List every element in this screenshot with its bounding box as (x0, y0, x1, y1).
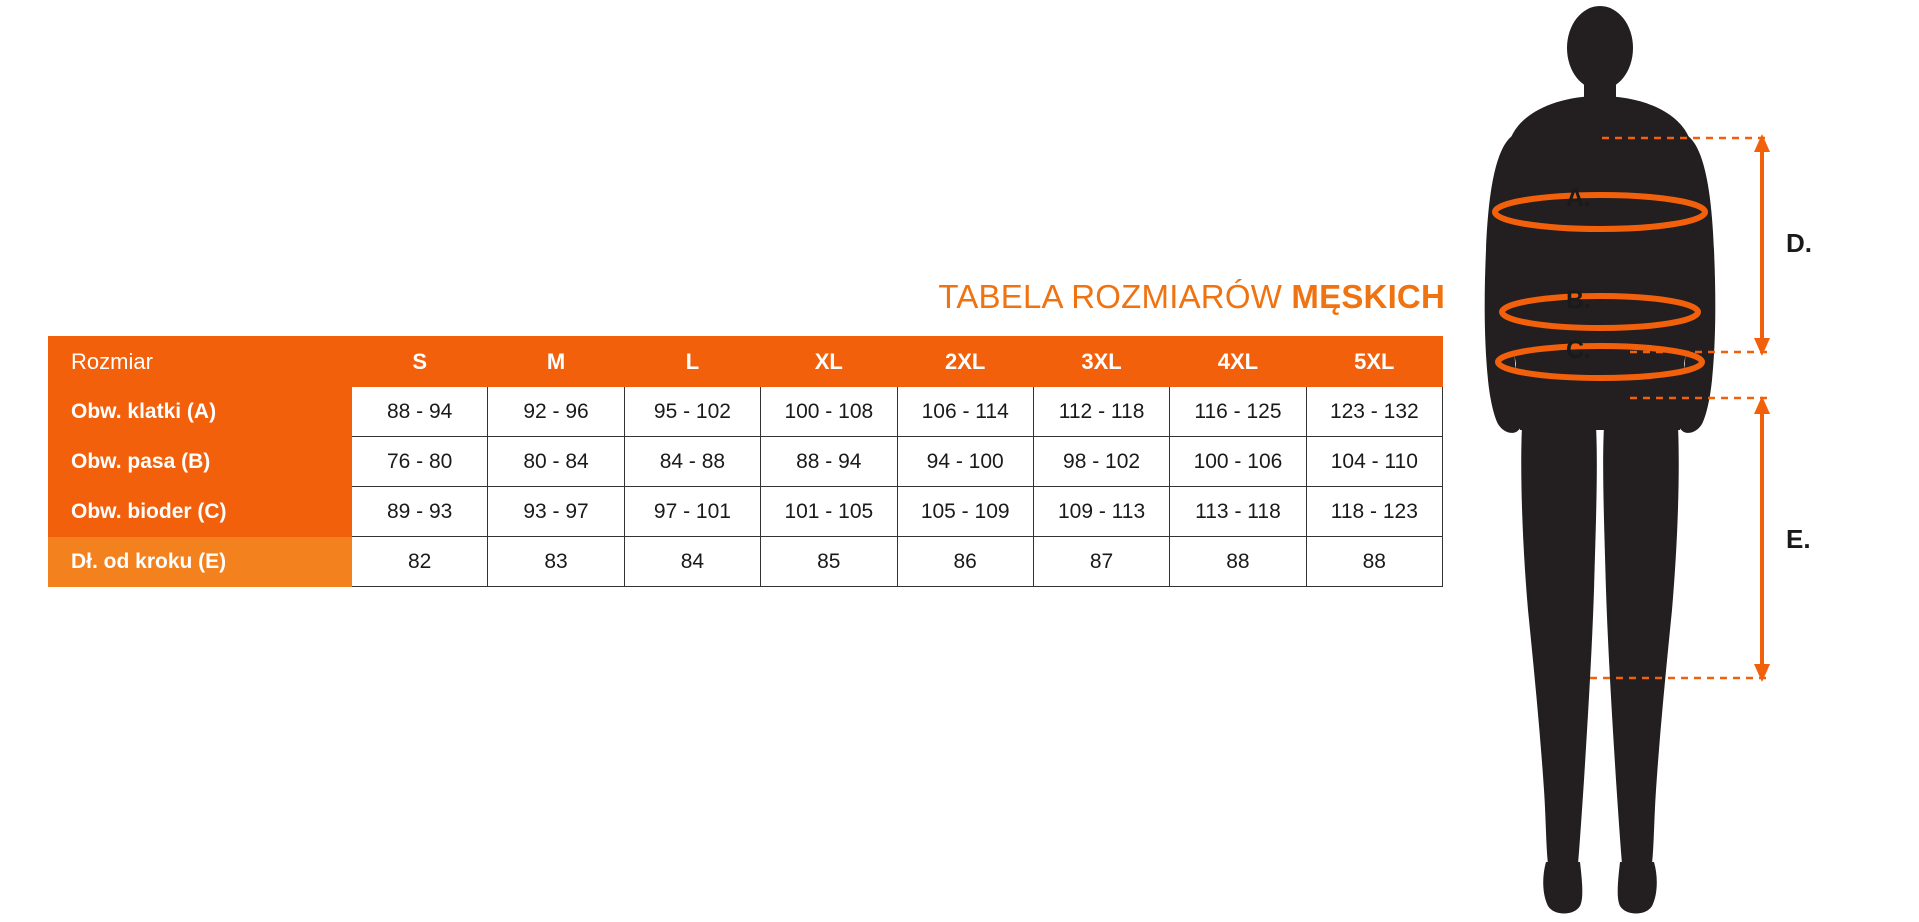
cell-inseam-l: 84 (624, 537, 760, 587)
table-row (49, 387, 1443, 437)
cell-waist-xl: 88 - 94 (761, 437, 897, 487)
size-column-header-s: S (352, 337, 488, 387)
row-label-waist: Obw. pasa (B) (49, 437, 352, 487)
cell-waist-l: 84 - 88 (624, 437, 760, 487)
cell-waist-m: 80 - 84 (488, 437, 624, 487)
size-table-body (49, 387, 1443, 587)
cell-inseam-2xl: 86 (897, 537, 1033, 587)
cell-chest-5xl: 123 - 132 (1306, 387, 1442, 437)
cell-hips-l: 97 - 101 (624, 487, 760, 537)
table-row (49, 487, 1443, 537)
cell-hips-4xl: 113 - 118 (1170, 487, 1306, 537)
row-label-inseam: Dł. od kroku (E) (49, 537, 352, 587)
dimension-arrow-e (1754, 396, 1770, 682)
cell-waist-5xl: 104 - 110 (1306, 437, 1442, 487)
table-row (49, 537, 1443, 587)
cell-inseam-4xl: 88 (1170, 537, 1306, 587)
cell-hips-3xl: 109 - 113 (1033, 487, 1169, 537)
label-chest-a: A. (1566, 184, 1591, 212)
table-corner-label: Rozmiar (49, 337, 352, 387)
label-inseam-e: E. (1786, 524, 1811, 554)
cell-waist-2xl: 94 - 100 (897, 437, 1033, 487)
cell-waist-3xl: 98 - 102 (1033, 437, 1169, 487)
row-label-chest: Obw. klatki (A) (49, 387, 352, 437)
cell-hips-2xl: 105 - 109 (897, 487, 1033, 537)
size-column-header-2xl: 2XL (897, 337, 1033, 387)
size-column-header-xl: XL (761, 337, 897, 387)
label-hips-c: C. (1566, 336, 1591, 364)
table-header-row (49, 337, 1443, 387)
cell-inseam-s: 82 (352, 537, 488, 587)
cell-waist-4xl: 100 - 106 (1170, 437, 1306, 487)
cell-waist-s: 76 - 80 (352, 437, 488, 487)
label-torso-d: D. (1786, 228, 1812, 258)
cell-hips-5xl: 118 - 123 (1306, 487, 1442, 537)
cell-hips-m: 93 - 97 (488, 487, 624, 537)
cell-inseam-3xl: 87 (1033, 537, 1169, 587)
silhouette-diagram (1480, 0, 1919, 922)
cell-chest-xl: 100 - 108 (761, 387, 897, 437)
size-column-header-l: L (624, 337, 760, 387)
page-title (40, 278, 1445, 316)
measurement-figure (1480, 0, 1919, 922)
size-table (48, 336, 1443, 587)
size-column-header-5xl: 5XL (1306, 337, 1442, 387)
cell-inseam-5xl: 88 (1306, 537, 1442, 587)
cell-chest-s: 88 - 94 (352, 387, 488, 437)
cell-chest-3xl: 112 - 118 (1033, 387, 1169, 437)
male-silhouette-icon (1485, 6, 1716, 914)
cell-inseam-xl: 85 (761, 537, 897, 587)
cell-chest-l: 95 - 102 (624, 387, 760, 437)
size-column-header-4xl: 4XL (1170, 337, 1306, 387)
cell-hips-xl: 101 - 105 (761, 487, 897, 537)
size-column-header-3xl: 3XL (1033, 337, 1169, 387)
page-title-prefix: TABELA ROZMIARÓW (938, 278, 1292, 315)
label-waist-b: B. (1566, 286, 1591, 314)
cell-chest-2xl: 106 - 114 (897, 387, 1033, 437)
row-label-hips: Obw. bioder (C) (49, 487, 352, 537)
cell-inseam-m: 83 (488, 537, 624, 587)
cell-hips-s: 89 - 93 (352, 487, 488, 537)
size-table-head (49, 337, 1443, 387)
cell-chest-4xl: 116 - 125 (1170, 387, 1306, 437)
dimension-arrow-d (1754, 134, 1770, 356)
size-column-header-m: M (488, 337, 624, 387)
page-title-bold: MĘSKICH (1291, 278, 1445, 315)
table-row (49, 437, 1443, 487)
cell-chest-m: 92 - 96 (488, 387, 624, 437)
